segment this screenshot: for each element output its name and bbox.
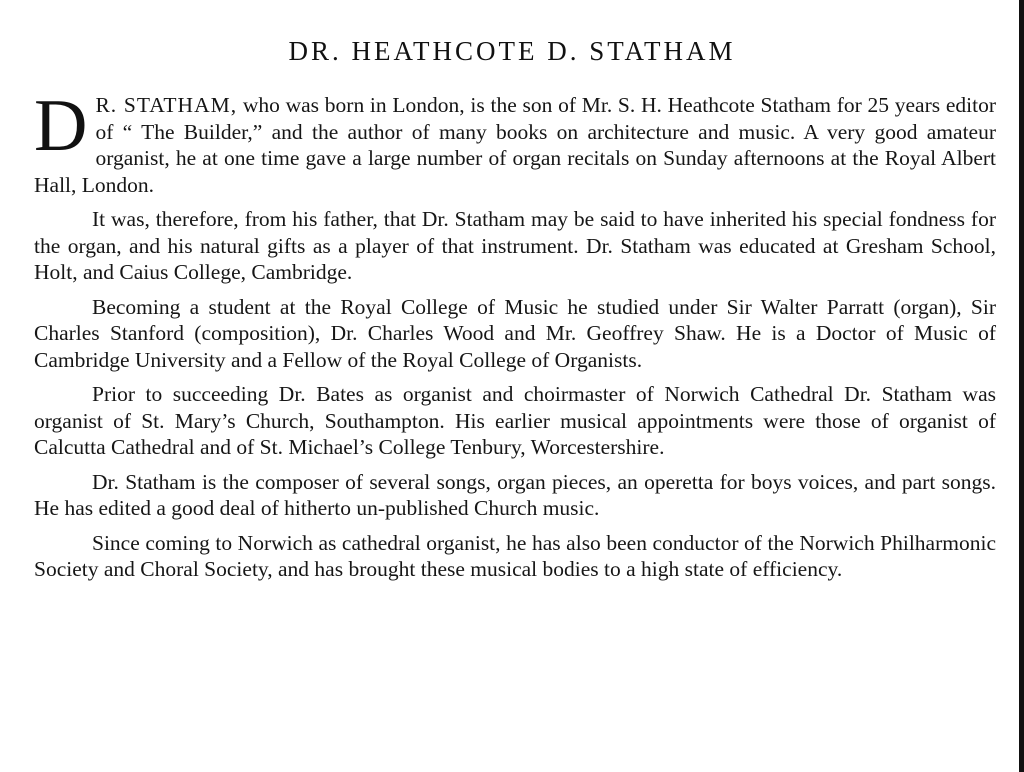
paragraph-4: Prior to succeeding Dr. Bates as organist and choirmaster of Norwich Cathedral Dr. Statham was organist of St. Mary’s Church, Southampton. His earlier musical appointments were those of organist of Calcutta Cathedral and of St. Michael’s College Tenbury, Worcestershire.	[34, 382, 996, 459]
paragraph-1	[34, 85, 997, 198]
paragraph-5: Dr. Statham is the composer of several songs, organ pieces, an operetta for boys voices, and part songs. He has edited a good deal of hitherto un-published Church music.	[34, 469, 996, 520]
paragraph-3: Becoming a student at the Royal College of Music he studied under Sir Walter Parratt (organ), Sir Charles Stanford (composition), Dr. Charles Wood and Mr. Geoffrey Shaw. He is a Doctor of Music of Cambridge University and a Fellow of the Royal College of Organists.	[34, 294, 996, 372]
scan-edge-border	[1019, 0, 1024, 772]
drop-cap: D	[34, 85, 88, 167]
page-title: DR. HEATHCOTE D. STATHAM	[288, 36, 736, 66]
paragraph-6: Since coming to Norwich as cathedral organist, he has also been conductor of the Norwich Philharmonic Society and Choral Society, and has brought these musical bodies to a high state of efficiency.	[34, 530, 996, 581]
paragraph-1-text: who was born in London, is the son of Mr. S. H. Heathcote Statham for 25 years editor of “ The Builder,” and the author of many books on architecture and music. A very good amateur organist, he at one time gave a large number of organ recitals on Sunday afternoons at the Royal Albert Hall, London.	[34, 93, 997, 197]
article-body	[34, 85, 997, 591]
paragraph-1-lead: R. STATHAM,	[95, 93, 238, 117]
paragraph-2: It was, therefore, from his father, that Dr. Statham may be said to have inherited his special fondness for the organ, and his natural gifts as a player of that instrument. Dr. Statham was educated at Gresham School, Holt, and Caius College, Cambridge.	[34, 207, 996, 284]
